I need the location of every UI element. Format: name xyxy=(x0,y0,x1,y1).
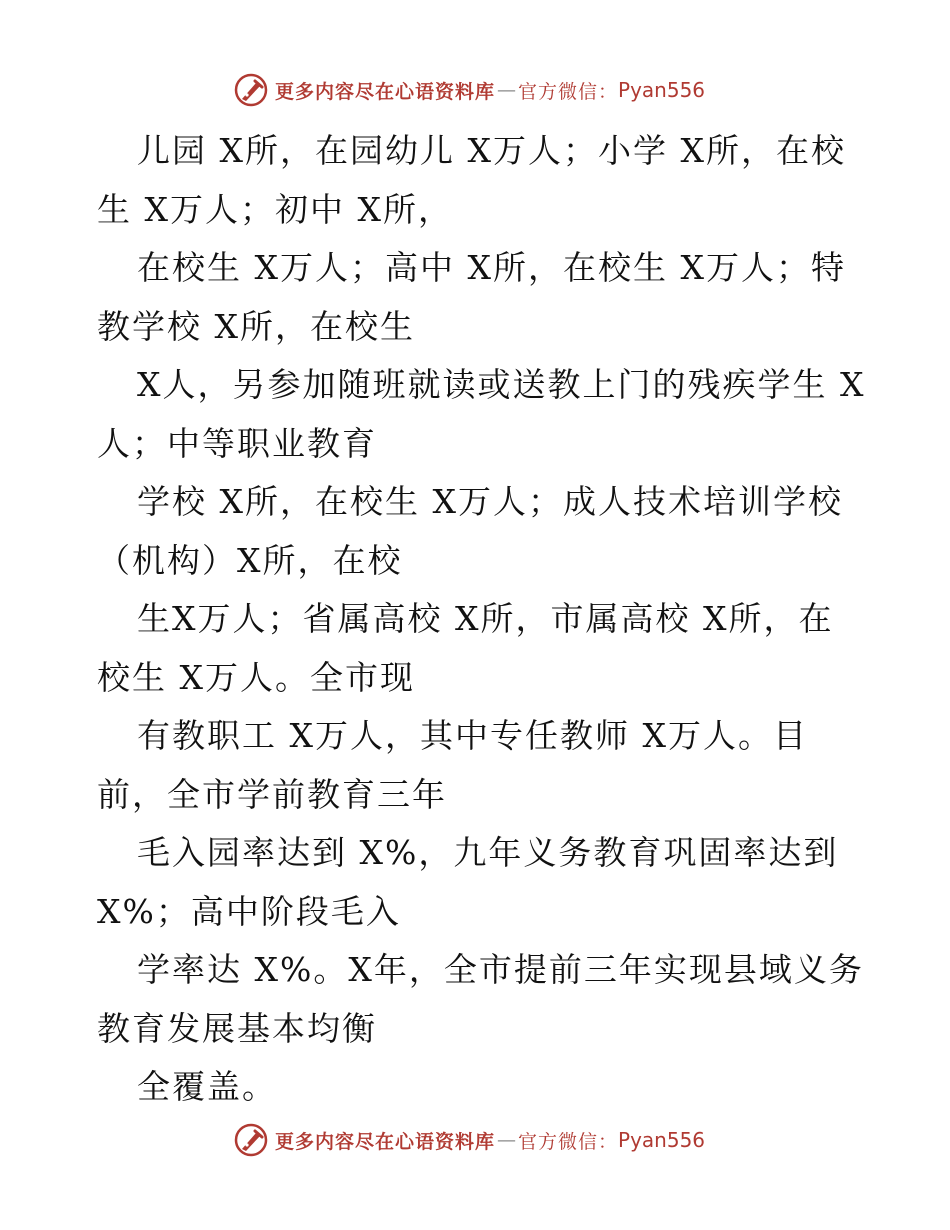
banner-separator: — xyxy=(497,79,517,101)
banner-wechat-id: Pyan556 xyxy=(618,1128,706,1152)
document-body xyxy=(97,122,866,1117)
text-line: 毛入园率达到 X%，九年义务教育巩固率达到 xyxy=(137,833,839,872)
footer-banner xyxy=(233,1122,705,1158)
text-line: 生 X万人；初中 X所， xyxy=(97,189,453,229)
banner-text: 更多内容尽在心语资料库 xyxy=(275,80,496,103)
text-line: 生X万人；省属高校 X所，市属高校 X所，在 xyxy=(137,599,834,638)
text-line: 儿园 X所，在园幼儿 X万人；小学 X所，在校 xyxy=(137,131,846,170)
text-line: X%；高中阶段毛入 xyxy=(97,891,401,931)
banner-separator: — xyxy=(497,1129,517,1151)
text-line: 前，全市学前教育三年 xyxy=(97,774,447,814)
header-banner xyxy=(233,72,705,108)
pen-nib-logo-icon xyxy=(233,72,269,108)
banner-official-label: 官方微信： xyxy=(518,80,619,103)
text-line: 教育发展基本均衡 xyxy=(97,1008,377,1048)
text-line: （机构）X所，在校 xyxy=(97,540,403,580)
text-line: 校生 X万人。全市现 xyxy=(97,657,415,697)
text-line: 学校 X所，在校生 X万人；成人技术培训学校 xyxy=(137,482,843,521)
banner-wechat-id: Pyan556 xyxy=(618,78,706,102)
text-line: X人，另参加随班就读或送教上门的残疾学生 X xyxy=(137,365,866,404)
pen-nib-logo-icon xyxy=(233,1122,269,1158)
text-line: 全覆盖。 xyxy=(137,1067,277,1106)
banner-text: 更多内容尽在心语资料库 xyxy=(275,1130,496,1153)
text-line: 在校生 X万人；高中 X所，在校生 X万人；特 xyxy=(137,248,846,287)
text-line: 学率达 X%。X年，全市提前三年实现县域义务 xyxy=(137,950,864,989)
banner-official-label: 官方微信： xyxy=(518,1130,619,1153)
text-line: 人；中等职业教育 xyxy=(97,423,377,463)
text-line: 教学校 X所，在校生 xyxy=(97,306,415,346)
text-line: 有教职工 X万人，其中专任教师 X万人。目 xyxy=(137,716,808,755)
